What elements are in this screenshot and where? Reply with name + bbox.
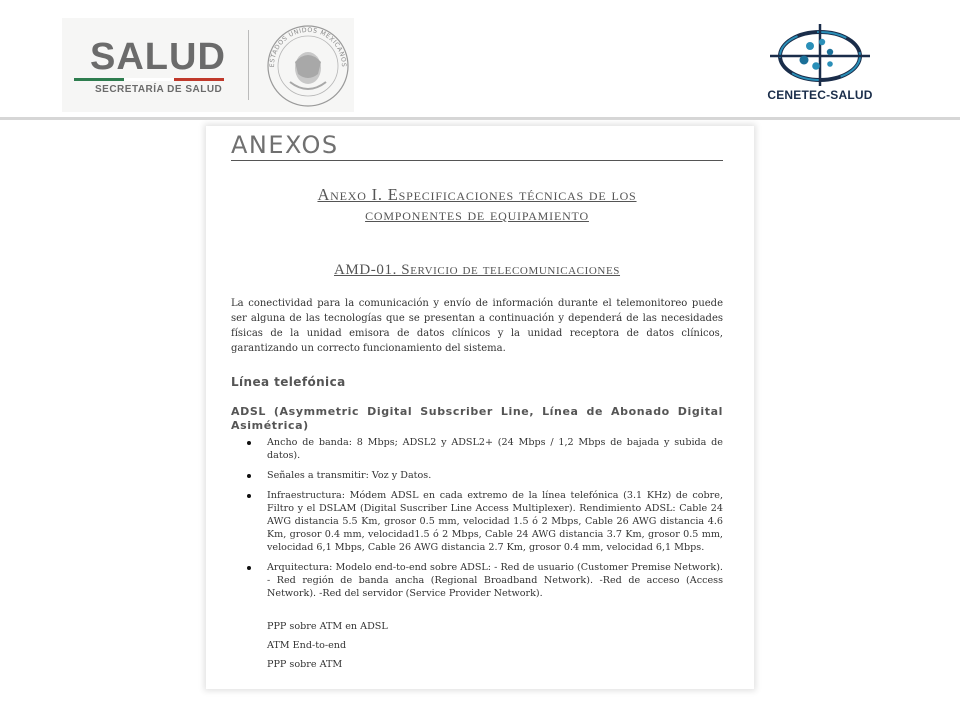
mexican-seal-icon bbox=[264, 22, 352, 110]
section-title-rule bbox=[231, 160, 723, 161]
amd-title: AMD-01. Servicio de telecomunicaciones bbox=[333, 262, 621, 278]
extra-lines bbox=[231, 620, 723, 677]
list-item-text: Ancho de banda: 8 Mbps; ADSL2 y ADSL2+ (24 Mbps / 1,2 Mbps de bajada y subida de datos). bbox=[267, 437, 723, 461]
header-divider bbox=[0, 117, 960, 120]
cenetec-logo bbox=[764, 22, 876, 106]
list-item-text: Infraestructura: Módem ADSL en cada extremo de la línea telefónica (3.1 KHz) de cobre, Filtro y el DSLAM (Digital Suscriber Line Access Multiplexer). Rendimiento ADSL: Cable 24 AWG distancia 5.5 Km, grosor 0.5 mm, velocidad 1.5 ó 2 Mbps, Cable 26 AWG distancia 4.6 Km, grosor 0.4 mm, velocidad1.5 ó 2 Mbps, Cable 24 AWG distancia 3.7 Km, grosor 0.5 mm, velocidad 6,1 Mbps, Cable 26 AWG distancia 2.7 Km, grosor 0.4 mm, velocidad 6,1 Mbps. bbox=[267, 490, 723, 553]
bullet-icon bbox=[247, 494, 251, 498]
cenetec-emblem-icon bbox=[764, 22, 876, 88]
bullet-icon bbox=[247, 441, 251, 445]
list-item bbox=[231, 436, 723, 462]
cenetec-text: CENETEC-SALUD bbox=[767, 88, 873, 102]
section-title: ANEXOS bbox=[231, 131, 339, 159]
plain-line: PPP sobre ATM en ADSL bbox=[267, 621, 388, 632]
seal-text: ESTADOS UNIDOS MEXICANOS bbox=[268, 26, 348, 68]
list-item-text: Señales a transmitir: Voz y Datos. bbox=[267, 470, 432, 481]
subheading: Línea telefónica bbox=[231, 375, 346, 389]
flag-stripe bbox=[74, 78, 224, 81]
bullet-icon bbox=[247, 474, 251, 478]
annex-title bbox=[231, 185, 723, 225]
document-page bbox=[206, 126, 754, 689]
salud-logo bbox=[62, 18, 354, 112]
logo-divider bbox=[248, 30, 249, 100]
annex-title-line1: Anexo I. Especificaciones técnicas de los bbox=[317, 185, 637, 204]
salud-logo-text: SALUD bbox=[90, 36, 226, 78]
plain-line: PPP sobre ATM bbox=[267, 659, 343, 670]
annex-title-line2: componentes de equipamiento bbox=[365, 205, 589, 224]
plain-line: ATM End-to-end bbox=[267, 640, 347, 651]
list-item bbox=[231, 489, 723, 554]
intro-paragraph: La conectividad para la comunicación y envío de información durante el telemonitoreo puede ser alguna de las tecnologías que se presentan a continuación y dependerá de las necesidades físicas de la unidad emisora de datos clínicos y la unidad receptora de datos clínicos, garantizando un correcto funcionamiento del sistema. bbox=[231, 298, 723, 354]
bullet-list bbox=[231, 436, 723, 607]
list-item bbox=[231, 469, 723, 482]
adsl-heading: ADSL (Asymmetric Digital Subscriber Line, Línea de Abonado Digital Asimétrica) bbox=[231, 405, 723, 432]
bullet-icon bbox=[247, 566, 251, 570]
list-item-text: Arquitectura: Modelo end-to-end sobre ADSL: - Red de usuario (Customer Premise Network). - Red región de banda ancha (Regional Broadband Network). -Red de acceso (Access Network). -Red del servidor (Service Provider Network). bbox=[267, 562, 723, 599]
list-item bbox=[231, 561, 723, 600]
salud-subtitle: SECRETARÍA DE SALUD bbox=[95, 84, 223, 95]
header-bar bbox=[0, 0, 960, 118]
